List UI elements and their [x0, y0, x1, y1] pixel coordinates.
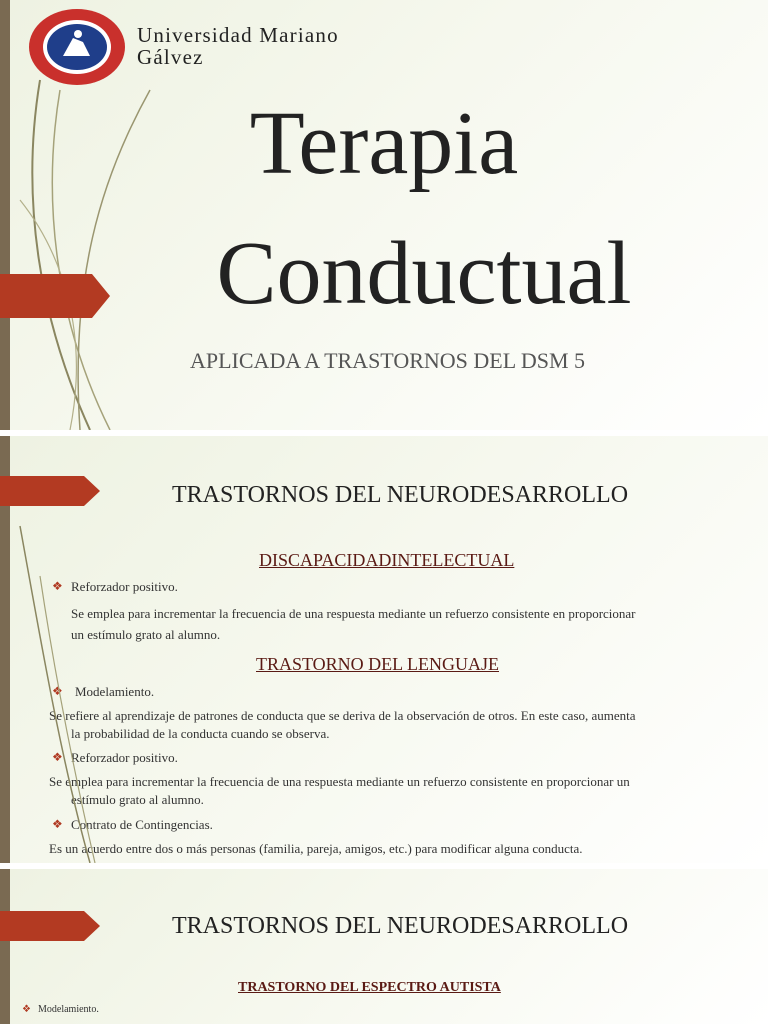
content-slide-2: [0, 869, 768, 1024]
diamond-bullet-icon: ❖: [52, 750, 63, 764]
item-positive-reinforcer-2-desc-2: estímulo grato al alumno.: [71, 792, 204, 807]
item-contingency-contract: Contrato de Contingencias.: [71, 817, 213, 832]
item-positive-reinforcer-2: Reforzador positivo.: [71, 750, 178, 765]
item-modeling-desc-2: la probabilidad de la conducta cuando se observa.: [71, 726, 330, 741]
content-slide-1: [0, 436, 768, 863]
heading-autism-spectrum: TRASTORNO DEL ESPECTRO AUTISTA: [238, 980, 501, 995]
item-modeling: Modelamiento.: [38, 1004, 99, 1015]
university-seal-logo: [28, 8, 126, 86]
diamond-bullet-icon: ❖: [52, 684, 63, 698]
diamond-bullet-icon: ❖: [52, 817, 63, 831]
slide-title: TRASTORNOS DEL NEURODESARROLLO: [172, 482, 629, 508]
decorative-swirl-lines: [0, 436, 120, 863]
item-positive-reinforcer-desc-2: un estímulo grato al alumno.: [71, 627, 221, 642]
heading-language-disorder: TRASTORNO DEL LENGUAJE: [256, 654, 499, 674]
title-line-1: Terapia: [249, 94, 519, 193]
item-positive-reinforcer-2-desc-1: Se emplea para incrementar la frecuencia de una respuesta mediante un refuerzo consistente en proporcionar un: [49, 774, 630, 789]
slide-title: TRASTORNOS DEL NEURODESARROLLO: [172, 913, 629, 939]
diamond-bullet-icon: ❖: [52, 579, 63, 593]
red-arrow-marker: [0, 911, 100, 955]
item-positive-reinforcer-desc-1: Se emplea para incrementar la frecuencia de una respuesta mediante un refuerzo consistente en proporcionar: [71, 606, 636, 621]
item-modeling: Modelamiento.: [75, 684, 155, 699]
item-contingency-contract-desc: Es un acuerdo entre dos o más personas (familia, pareja, amigos, etc.) para modificar alguna conducta.: [49, 841, 583, 856]
item-modeling-desc-1: Se refiere al aprendizaje de patrones de conducta que se deriva de la observación de otros. En este caso, aumenta: [49, 708, 636, 723]
subtitle: APLICADA A TRASTORNOS DEL DSM 5: [190, 348, 586, 373]
heading-intellectual-disability: DISCAPACIDADINTELECTUAL: [259, 550, 515, 570]
title-line-2: Conductual: [216, 224, 632, 323]
university-name: Universidad Mariano Gálvez: [137, 23, 339, 69]
item-positive-reinforcer: Reforzador positivo.: [71, 579, 178, 594]
diamond-bullet-icon: ❖: [22, 1004, 31, 1015]
title-slide: [0, 0, 768, 430]
